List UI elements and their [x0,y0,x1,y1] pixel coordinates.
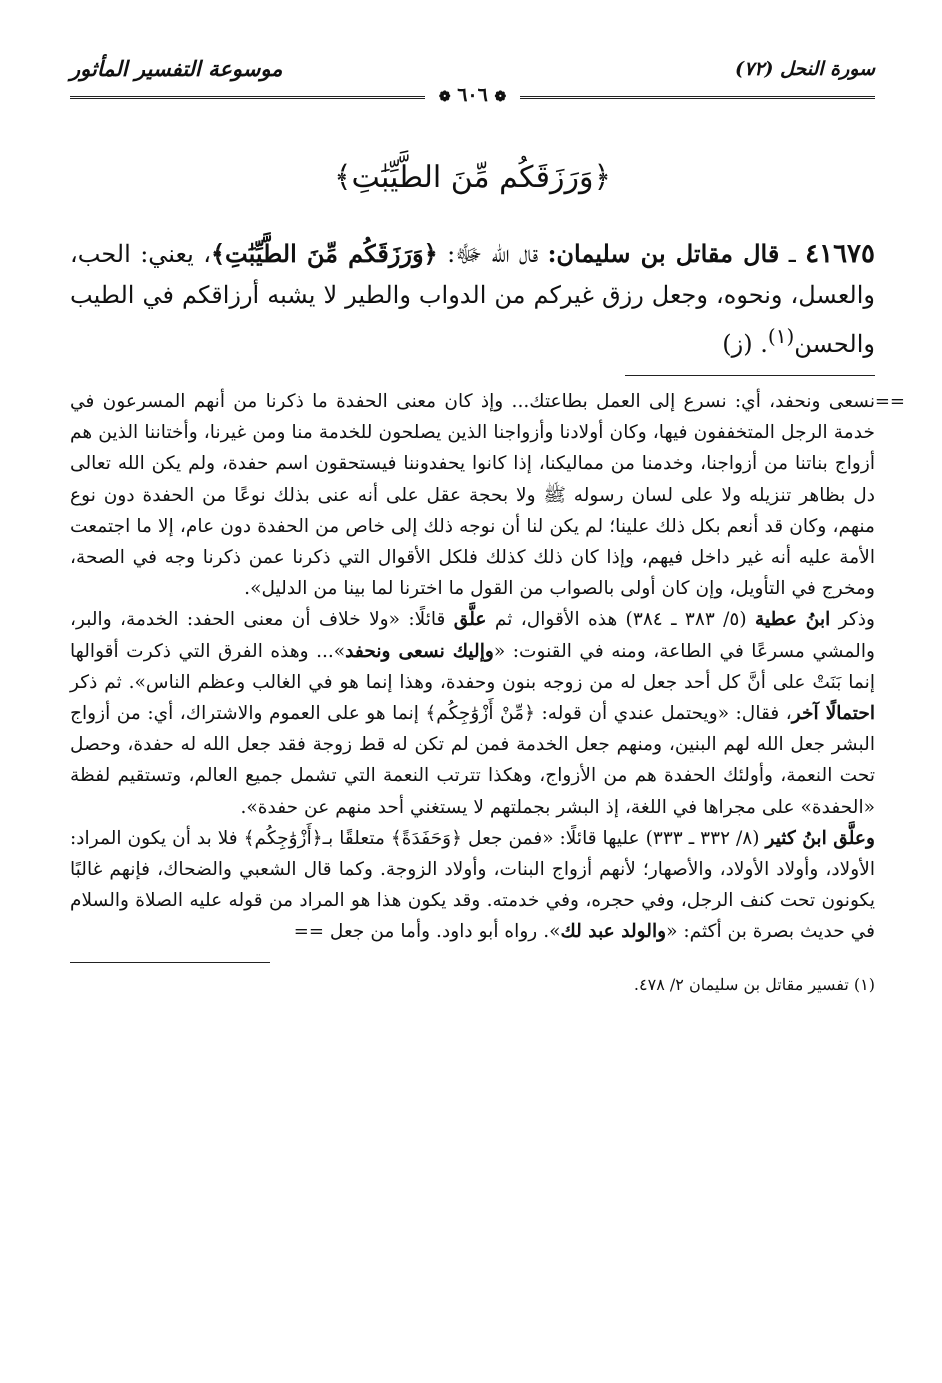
commentary-paragraph: نسعى ونحفد، أي: نسرع إلى العمل بطاعتك... وإذ كان معنى الحفدة ما ذكرنا من أنهم المسرعون في خدمة الرجل المتخففون فيها، وكان أولادنا وأزواجنا الذين يصلحون للخدمة منا ومن غيرنا، وأختاننا الذين هم أزواج بناتنا من أزواجنا، وخدمنا من مماليكنا، إذا كانوا يحفدوننا فيستحقون اسم حفدة، ولم يكن الله تعالى دل بظاهر تنزيله ولا على لسان رسوله ﷺ ولا بحجة عقل على أنه عنى بذلك نوعًا من الحفدة دون نوع منهم، وكان قد أنعم بكل ذلك علينا؛ لم يكن لنا أن نوجه ذلك إلى خاص من الحفدة دون عام، إلا ما اجتمعت الأمة عليه أنه غير داخل فيهم، وإذا كان ذلك كذلك فلكل الأقوال التي ذكرنا عمن ذكرنا وجه في الصحة، ومخرج في التأويل، وإن كان أولى بالصواب من القول ما اخترنا لما بينا من الدليل». [70,391,875,600]
entry-number: ٤١٦٧٥ [805,239,875,269]
running-header [70,48,875,108]
ornament-icon: ❁ [494,89,507,105]
section-verse-heading: ﴿وَرَزَقَكُم مِّنَ الطَّيِّبَٰتِ﴾ [333,160,612,195]
narrator-name: قال مقاتل بن سليمان: [547,239,780,268]
footnote-separator [625,375,875,376]
continuation-mark: == [874,391,905,412]
sura-title: سورة النحل (٧٢) [735,58,875,80]
commentary-paragraph: وعلَّق ابنُ كثير (٨/ ٣٣٢ ـ ٣٣٣) عليها قائلًا: «فمن جعل ﴿وَحَفَدَةً﴾ متعلقًا بـ﴿أَزْوَٰجِكُم﴾ فلا بد أن يكون المراد: الأولاد، وأولاد الأولاد، والأصهار؛ لأنهم أزواج البنات، وأولاد الزوجة. وكما قال الشعبي والضحاك، فإنهم غالبًا يكونون تحت كنف الرجل، وفي حجره، وفي خدمته. وقد يكون هذا هو المراد من قوله عليه الصلاة والسلام في حديث بصرة بن أكثم: «والولد عبد لك». رواه أبو داود. وأما من جعل == [70,827,875,943]
footnote-ref: (١) [767,324,795,348]
narration-entry: ٤١٦٧٥ ـ قال مقاتل بن سليمان: قال الله ﷻ: ﴿وَرَزَقَكُم مِّنَ الطَّيِّبَٰتِ﴾، يعني: الحب، والعسل، ونحوه، وجعل رزق غيركم من الدواب والطير لا يشبه أرزاقكم في الطيب والحسن$^{(١)}$. (ز) [70,239,875,358]
quoted-verse: ﴿وَرَزَقَكُم مِّنَ الطَّيِّبَٰتِ﴾ [210,239,438,268]
commentary-block [70,386,905,948]
footnote: (١) تفسير مقاتل بن سليمان ٢/ ٤٧٨. [633,974,875,994]
page-number-box [425,84,520,106]
page-number: ٦٠٦ [457,84,488,106]
footnote-separator [70,962,270,963]
continuation-mark: == [293,921,324,943]
ornament-icon: ❁ [438,89,451,105]
book-title: موسوعة التفسير المأثور [70,56,283,81]
narration-text: ، يعني: الحب، والعسل، ونحوه، وجعل رزق غيركم من الدواب والطير لا يشبه أرزاقكم في الطيب والحسن [70,240,875,358]
book-page [70,48,905,994]
commentary-paragraph: وذكر ابنُ عطية (٥/ ٣٨٣ ـ ٣٨٤) هذه الأقوال، ثم علَّق قائلًا: «ولا خلاف أن معنى الحفد: الخدمة، والبر، والمشي مسرعًا في الطاعة، ومنه في القنوت: «وإليك نسعى ونحفد»... وهذه الفرق التي ذكرت أقوالها إنما بَنَتْ على أنَّ كل أحد جعل له من زوجه بنون وحفدة، وهذا إنما هو في الغالب وعظم الناس». ثم ذكر احتمالًا آخر، فقال: «ويحتمل عندي أن قوله: ﴿مِّنْ أَزْوَٰجِكُم﴾ إنما هو على العموم والاشتراك، أي: من أزواج البشر جعل الله لهم البنين، ومنهم جعل الخدمة فمن لم تكن له قط زوجة فقد جعل الله له حفدة، وحصل تحت النعمة، وأولئك الحفدة هم من الأزواج، وهكذا تترتب النعمة التي تشمل جميع العالم، وتستقيم لفظة «الحفدة» على مجراها في اللغة، إذ البشر بجملتهم لا يستغني أحد منهم عن حفدة». [70,609,875,818]
